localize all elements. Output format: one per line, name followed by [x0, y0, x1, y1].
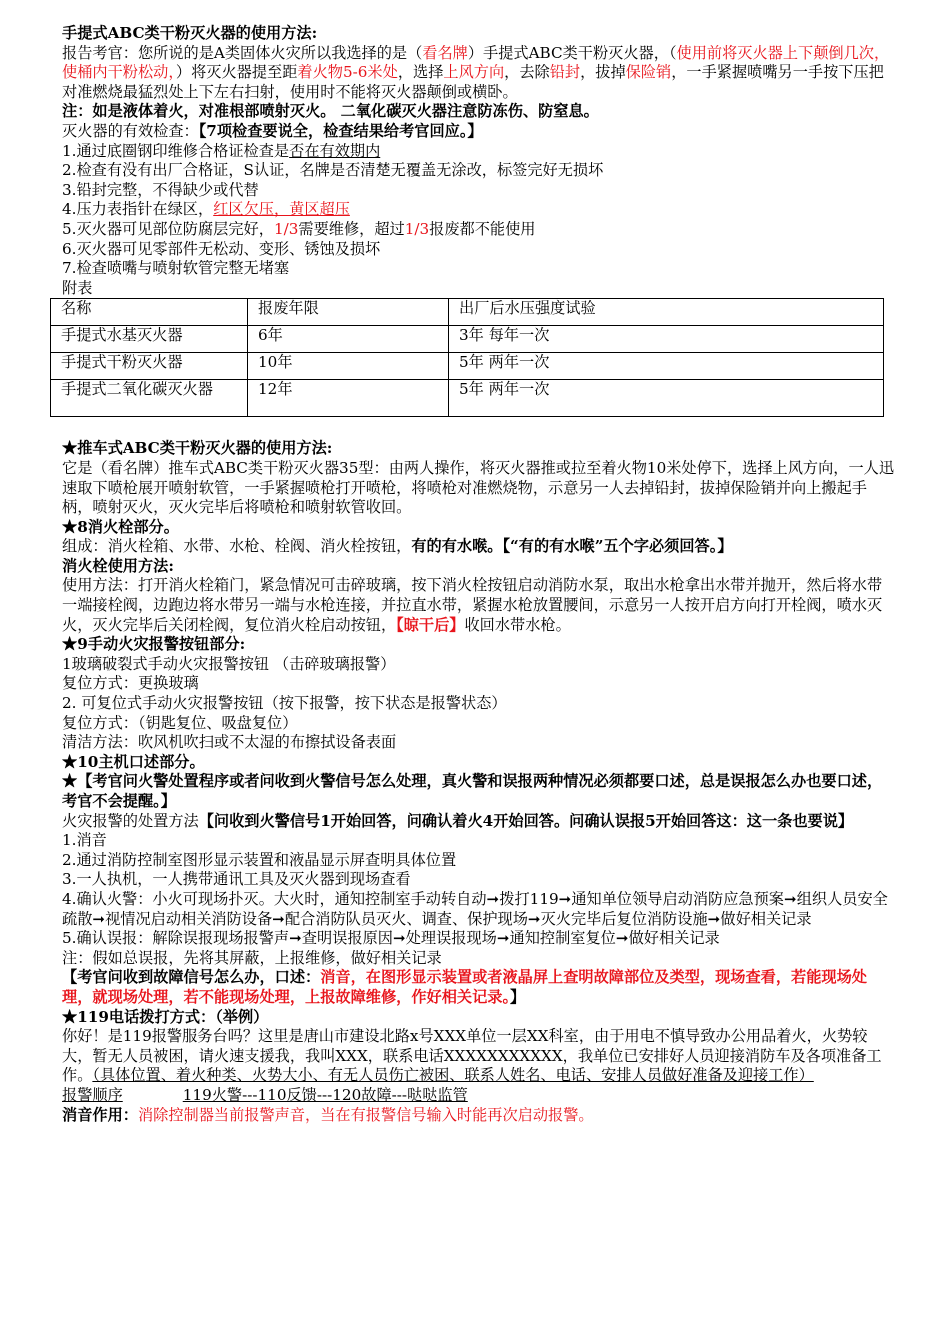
- text-run: 使用方法：打开消火栓箱门，紧急情况可击碎玻璃，按下消火栓按钮启动消防水泵，取出水枪拿出水带并抛开，然后将水带一端接栓阀，边跑边将水带另一端与水枪连接，并拉直水带，紧握水枪放置腰间，示意另一人按开启方向打开栓阀，喷水灭火，灭火完毕后关闭栓阀，复位消火栓启动按钮，: [62, 576, 883, 634]
- highlight-text: 铅封: [549, 63, 581, 82]
- table-cell: 3年 每年一次: [449, 326, 884, 353]
- text-run: 收回水带水枪。: [464, 615, 571, 634]
- call-example-paragraph: [62, 1027, 896, 1086]
- check-item-1: [62, 142, 896, 162]
- text-run: 组成：消火栓箱、水带、水枪、栓阀、消火栓按钮，: [62, 537, 412, 556]
- table-row: [51, 380, 884, 417]
- highlight-text: 1/3: [273, 219, 299, 238]
- section-title-hydrant: ★8消火栓部分。: [62, 517, 179, 536]
- hydrant-usage-title: 消火栓使用方法:: [62, 556, 174, 575]
- table-header-cell: 名称: [51, 299, 248, 326]
- host-question-note: ★【考官问火警处置程序或者问收到火警信号怎么处理，真火警和误报两种情况必须都要口述，总是误报怎么办也要口述，考官不会提醒。】: [62, 772, 883, 810]
- bold-text: 【7项检查要说全，检查结果给考官回应。】: [198, 121, 483, 140]
- text-run: 5.灭火器可见部位防腐层完好，: [62, 219, 274, 238]
- text-run: ，一手紧握喷嘴另一手按下压把对准燃烧最猛烈处上下左右扫射，使用时不能将灭火器颠倒或横卧。: [62, 63, 884, 101]
- text-run: 灭火器的有效检查：: [62, 121, 199, 140]
- section-title-119: ★119电话拨打方式：（举例）: [62, 1007, 269, 1026]
- alarm-button-line: 清洁方法：吹风机吹扫或不太湿的布擦拭设备表面: [62, 733, 397, 752]
- underlined-text: （具体位置、着火种类、火势大小、有无人员伤亡被困、联系人姓名、电话、安排人员做好准备及迎接工作）: [92, 1066, 814, 1085]
- host-step: 1.消音: [62, 831, 107, 850]
- document-page: [62, 24, 896, 1125]
- text-run: 【考官问收到故障信号怎么办，口述：: [62, 968, 321, 987]
- extinguisher-table: [50, 298, 884, 417]
- hydrant-components: [62, 537, 896, 557]
- check-item-7: 7.检查喷嘴与喷射软管完整无堵塞: [62, 259, 290, 278]
- highlight-text: 1/3: [404, 219, 430, 238]
- text-run: 需要维修，超过: [298, 219, 405, 238]
- table-cell: 手提式二氧化碳灭火器: [51, 380, 248, 417]
- check-item-5: [62, 220, 896, 240]
- appendix-label: 附表: [62, 278, 93, 297]
- text-run: ）将灭火器提至距: [175, 63, 298, 82]
- fault-answer: [62, 968, 896, 1007]
- host-step: 3.一人执机，一人携带通讯工具及灭火器到现场查看: [62, 870, 411, 889]
- table-cell: 12年: [248, 380, 449, 417]
- text-run: ，拔掉: [580, 63, 626, 82]
- section-title-alarm-button: ★9手动火灾报警按钮部分:: [62, 635, 246, 654]
- host-step: 5.确认误报：解除误报现场报警声➞查明误报原因➞处理误报现场➞通知控制室复位➞做好相关记录: [62, 929, 720, 948]
- highlight-text: 【晾干后】: [396, 615, 465, 634]
- mute-function: [62, 1106, 896, 1126]
- section-title-cart: ★推车式ABC类干粉灭火器的使用方法:: [62, 439, 333, 458]
- check-item-6: 6.灭火器可见零部件无松动、变形、锈蚀及损坏: [62, 239, 381, 258]
- table-cell: 手提式干粉灭火器: [51, 353, 248, 380]
- alarm-button-line: 复位方式：更换玻璃: [62, 674, 199, 693]
- bold-text: 【问收到火警信号1开始回答，问确认着火4开始回答。问确认误报5开始回答这：这一条也要说】: [198, 811, 854, 830]
- highlight-text: 消除控制器当前报警声音，当在有报警信号输入时能再次启动报警。: [137, 1105, 594, 1124]
- underlined-text: 119火警---110反馈---120故障---哒哒监管: [182, 1085, 468, 1104]
- check-item-2: 2.检查有没有出厂合格证，S认证，名牌是否清楚无覆盖无涂改，标签完好无损坏: [62, 161, 604, 180]
- cart-usage-paragraph: 它是（看名牌）推车式ABC类干粉灭火器35型：由两人操作，将灭火器推或拉至着火物10米处停下，选择上风方向，一人迅速取下喷枪展开喷射软管，一手紧握喷枪打开喷枪，将喷枪对准燃烧物，示意另一人去掉铅封，拔掉保险销并向上搬起手柄，喷射灭火，灭火完毕后将喷枪和喷射软管收回。: [62, 458, 895, 517]
- alarm-button-line: 复位方式：（钥匙复位、吸盘复位）: [62, 713, 298, 732]
- handheld-note: 注：如是液体着火，对准根部喷射灭火。 二氧化碳灭火器注意防冻伤、防窒息。: [62, 102, 599, 121]
- highlight-text: 红区欠压，黄区超压: [213, 200, 350, 219]
- table-row: [51, 353, 884, 380]
- table-row: [51, 326, 884, 353]
- table-cell: 6年: [248, 326, 449, 353]
- underlined-text: 报警顺序: [62, 1085, 123, 1104]
- hydrant-usage-paragraph: [62, 576, 896, 635]
- table-cell: 手提式水基灭火器: [51, 326, 248, 353]
- host-step: 2.通过消防控制室图形显示装置和液晶显示屏查明具体位置: [62, 850, 457, 869]
- highlight-text: 上风方向: [443, 63, 505, 82]
- section-title-handheld: 手提式ABC类干粉灭火器的使用方法:: [62, 24, 318, 42]
- host-method-heading: [62, 812, 896, 832]
- text-run: 报废都不能使用: [429, 219, 536, 238]
- text-run: 1.通过底圈钢印维修合格证检查是: [62, 141, 290, 160]
- text-run: ）手提式ABC类干粉灭火器，（: [467, 43, 677, 62]
- alarm-button-line: 1玻璃破裂式手动火灾报警按钮 （击碎玻璃报警）: [62, 654, 396, 673]
- table-cell: 10年: [248, 353, 449, 380]
- highlight-text: 消音，在图形显示装置或者液晶屏上查明故障部位及类型，现场查看，若能现场处理，就现场处理，若不能现场处理，上报故障维修，作好相关记录。: [62, 968, 867, 1006]
- text-run: 报告考官：您所说的是A类固体火灾所以我选择的是（: [62, 43, 423, 62]
- table-cell: 5年 两年一次: [449, 353, 884, 380]
- text-run: ，选择: [397, 63, 444, 82]
- bold-text: 消音作用：: [62, 1105, 138, 1124]
- table-header-cell: 出厂后水压强度试验: [449, 299, 884, 326]
- highlight-text: 着火物5-6米处: [297, 63, 398, 82]
- text-run: ，去除: [504, 63, 550, 82]
- underlined-text: 否在有效期内: [289, 141, 381, 160]
- alarm-button-line: 2. 可复位式手动火灾报警按钮（按下报警，按下状态是报警状态）: [62, 694, 507, 713]
- text-run: 你好！是119报警服务台吗？这里是唐山市建设北路x号XXX单位一层XX科室，由于用电不慎导致办公用品着火，火势较大，暂无人员被困，请火速支援我，我叫XXX，联系电话XXXXXXXXXXX，我单位已安排好人员迎接消防车及各项准备工作。: [62, 1027, 882, 1085]
- section-title-host: ★10主机口述部分。: [62, 752, 205, 771]
- check-heading: [62, 122, 896, 142]
- highlight-text: 保险销: [625, 63, 672, 82]
- text-run: 】: [510, 987, 526, 1006]
- alarm-order: [62, 1086, 896, 1106]
- host-note: 注：假如总误报，先将其屏蔽，上报维修，做好相关记录: [62, 948, 442, 967]
- table-header-row: [51, 299, 884, 326]
- check-item-3: 3.铅封完整，不得缺少或代替: [62, 180, 259, 199]
- table-cell: 5年 两年一次: [449, 380, 884, 417]
- handheld-usage-paragraph: [62, 44, 896, 103]
- bold-text: 有的有水喉。【“有的有水喉”五个字必须回答。】: [411, 537, 733, 556]
- highlight-text: 看名牌: [422, 43, 468, 62]
- highlight-text: 使用前将灭火器上下颠倒几次，使桶内干粉松动，: [62, 43, 890, 82]
- text-run: 4.压力表指针在绿区，: [62, 200, 214, 219]
- host-step: 4.确认火警：小火可现场扑灭。大火时，通知控制室手动转自动➞拨打119➞通知单位领导启动消防应急预案➞组织人员安全疏散➞视情况启动相关消防设备➞配合消防队员灭火、调查、保护现场➞灭火完毕后复位消防设施➞做好相关记录: [62, 889, 888, 928]
- table-header-cell: 报废年限: [248, 299, 449, 326]
- text-run: 火灾报警的处置方法: [62, 811, 199, 830]
- check-item-4: [62, 200, 896, 220]
